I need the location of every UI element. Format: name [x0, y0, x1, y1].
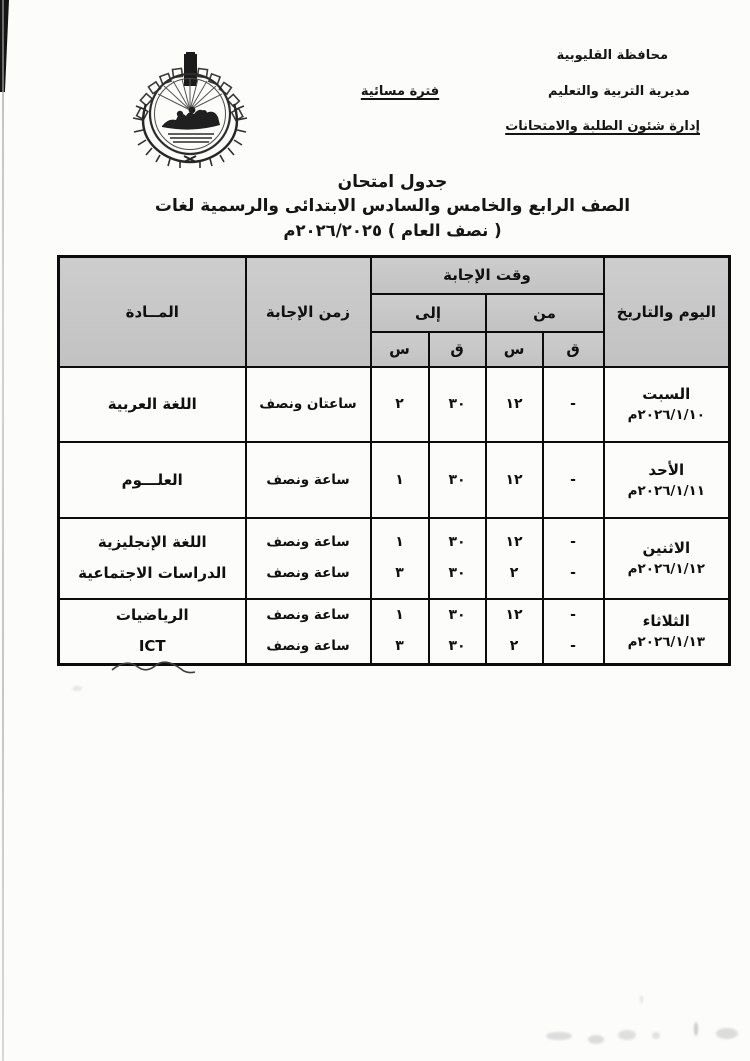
emblem-icon [128, 52, 252, 168]
header-to-hours: س [371, 332, 429, 367]
to-minutes-cell-value: ٣٠ [448, 607, 466, 624]
from-hours-cell-value: ١٢ [505, 471, 523, 488]
date-value: ٢٠٢٦/١/١٠م [627, 407, 706, 423]
subject-cell [59, 442, 246, 518]
day-name: السبت [642, 385, 691, 403]
duration-cell-value: ساعة ونصف [266, 471, 350, 488]
education-administration-emblem-logo [128, 52, 252, 168]
subject-cell-value: ICT [138, 637, 166, 656]
to-minutes-cell [429, 599, 486, 665]
schedule-row [59, 367, 730, 442]
subject-cell [59, 599, 246, 665]
subject-cell-value: الرياضيات [115, 606, 189, 625]
governorate-name: محافظة القليوبية [556, 48, 668, 63]
pen-squiggle-artifact [98, 656, 208, 684]
duration-cell-value: ساعتان ونصف [259, 396, 357, 412]
table-body [59, 367, 730, 665]
from-hours-cell-value: ١٢ [505, 534, 523, 550]
scan-smudge [652, 1032, 660, 1039]
scan-smudge [72, 686, 82, 691]
to-minutes-cell-value: ٣٠ [448, 565, 466, 581]
from-hours-cell-value: ١٢ [505, 607, 523, 624]
from-minutes-cell [543, 442, 604, 518]
scan-smudge [588, 1035, 604, 1044]
header-duration: زمن الإجابة [246, 257, 371, 367]
header-from: من [486, 294, 604, 332]
exam-schedule-table [57, 255, 731, 666]
from-minutes-cell-value: - [570, 534, 576, 550]
schedule-row [59, 518, 730, 599]
scan-smudge [716, 1028, 738, 1039]
subject-cell-value: العلـــوم [121, 470, 183, 489]
schedule-row [59, 599, 730, 665]
to-hours-cell-value: ٣ [395, 638, 404, 655]
duration-cell-value: ساعة ونصف [266, 638, 350, 655]
duration-cell-value: ساعة ونصف [266, 607, 350, 624]
scan-smudge [546, 1032, 572, 1040]
header-day-date: اليوم والتاريخ [604, 257, 730, 367]
header-from-hours: س [486, 332, 543, 367]
from-minutes-cell-value: - [570, 565, 576, 581]
exam-period-label: فترة مسائية [360, 84, 440, 99]
header-from-minutes: ق [543, 332, 604, 367]
to-hours-cell [371, 442, 429, 518]
from-hours-cell [486, 518, 543, 599]
from-minutes-cell-value: - [570, 607, 576, 624]
document-title-block [35, 170, 750, 243]
day-date-cell [604, 518, 730, 599]
directorate-name: مديرية التربية والتعليم [547, 84, 690, 99]
from-minutes-cell [543, 518, 604, 599]
header-to-minutes: ق [429, 332, 486, 367]
to-minutes-cell [429, 518, 486, 599]
day-name: الأحد [648, 460, 685, 479]
to-hours-cell [371, 367, 429, 442]
duration-cell-value: ساعة ونصف [266, 565, 350, 581]
duration-cell [246, 518, 371, 599]
to-minutes-cell-value: ٣٠ [448, 534, 466, 550]
subject-cell [59, 367, 246, 442]
header-answer-time: وقت الإجابة [371, 257, 604, 294]
header-to: إلى [371, 294, 486, 332]
scan-smudge [640, 995, 643, 1004]
from-hours-cell-value: ٢ [509, 565, 519, 581]
duration-cell-value: ساعة ونصف [266, 534, 350, 550]
to-minutes-cell [429, 442, 486, 518]
duration-cell [246, 599, 371, 665]
subject-cell-value: اللغة العربية [107, 395, 197, 413]
date-value: ٢٠٢٦/١/١٣م [627, 634, 706, 651]
header-subject: المــادة [59, 257, 246, 367]
day-date-cell [604, 599, 730, 665]
from-minutes-cell-value: - [570, 396, 576, 412]
to-hours-cell-value: ١ [395, 534, 404, 550]
to-minutes-cell-value: ٣٠ [448, 471, 466, 488]
duration-cell [246, 442, 371, 518]
to-hours-cell-value: ٢ [395, 396, 404, 412]
table-header [59, 257, 730, 367]
day-date-cell [604, 367, 730, 442]
from-minutes-cell [543, 367, 604, 442]
to-hours-cell-value: ١ [395, 471, 404, 488]
date-value: ٢٠٢٦/١/١١م [627, 482, 706, 499]
from-minutes-cell-value: - [570, 638, 576, 655]
to-minutes-cell [429, 367, 486, 442]
scan-smudge [694, 1022, 698, 1036]
duration-cell [246, 367, 371, 442]
day-name: الاثنين [642, 539, 691, 557]
title-line-exam-schedule: جدول امتحان [337, 172, 448, 192]
from-hours-cell-value: ٢ [509, 638, 519, 655]
from-hours-cell-value: ١٢ [505, 396, 523, 412]
day-date-cell [604, 442, 730, 518]
scan-edge-artifact [2, 0, 4, 1061]
subject-cell-value: اللغة الإنجليزية [97, 533, 207, 551]
to-minutes-cell-value: ٣٠ [448, 638, 466, 655]
schedule-row [59, 442, 730, 518]
day-name: الثلاثاء [642, 612, 690, 631]
to-hours-cell [371, 599, 429, 665]
title-line-school-year: ( نصف العام ) ٢٠٢٦/٢٠٢٥م [283, 221, 502, 240]
to-minutes-cell-value: ٣٠ [448, 396, 466, 412]
from-minutes-cell-value: - [570, 471, 576, 488]
from-hours-cell [486, 367, 543, 442]
date-value: ٢٠٢٦/١/١٢م [627, 561, 706, 577]
from-minutes-cell [543, 599, 604, 665]
to-hours-cell-value: ١ [395, 607, 404, 624]
from-hours-cell [486, 599, 543, 665]
scan-smudge [618, 1030, 636, 1040]
title-line-grades: الصف الرابع والخامس والسادس الابتدائى والرسمية لغات [154, 196, 631, 216]
to-hours-cell-value: ٣ [395, 565, 404, 581]
subject-cell [59, 518, 246, 599]
student-affairs-administration-name: إدارة شئون الطلبة والامتحانات [505, 119, 700, 134]
from-hours-cell [486, 442, 543, 518]
subject-cell-value: الدراسات الاجتماعية [78, 564, 227, 582]
to-hours-cell [371, 518, 429, 599]
